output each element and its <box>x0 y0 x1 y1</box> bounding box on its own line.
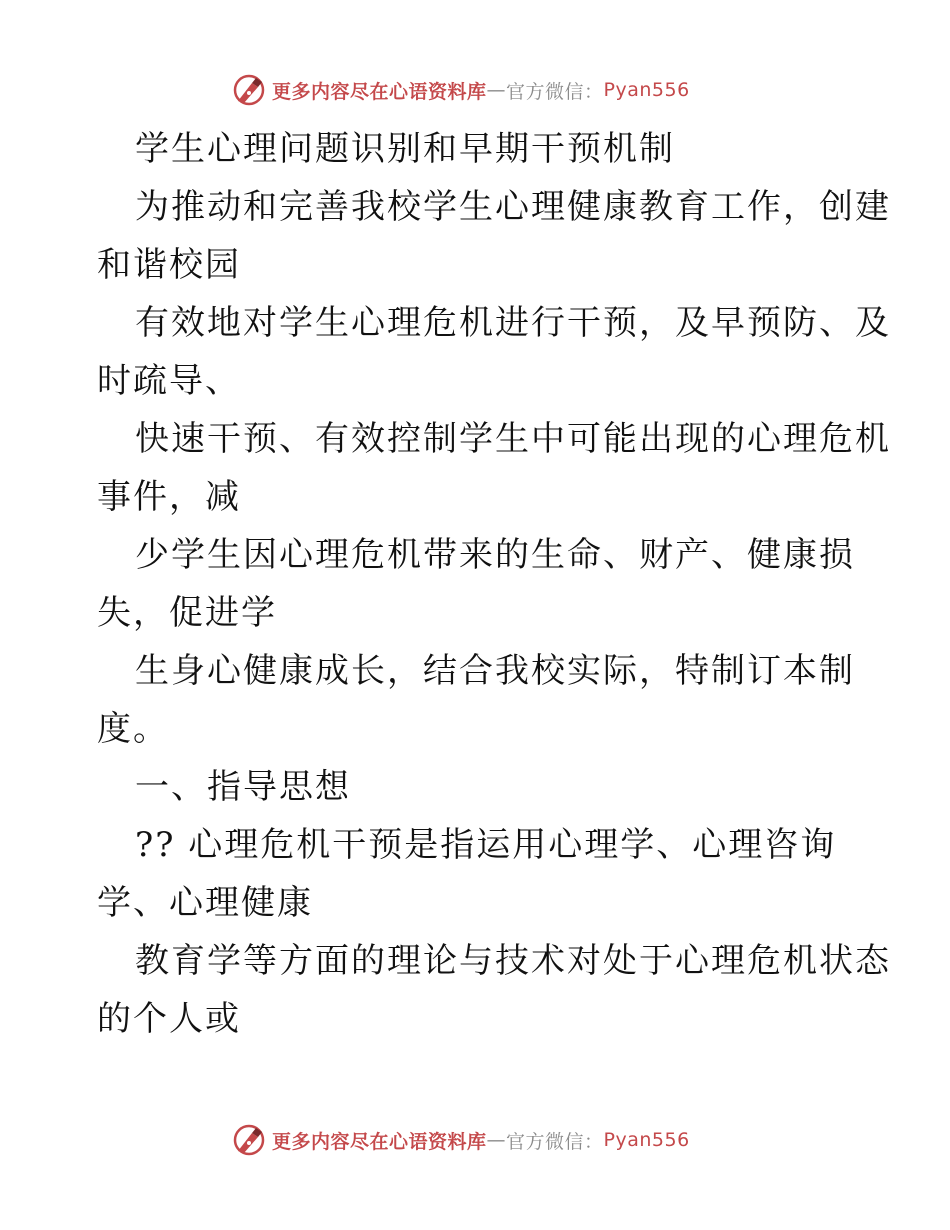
paragraph-line: 和谐校园 <box>97 245 241 285</box>
paragraph-line: ?? 心理危机干预是指运用心理学、心理咨询 <box>135 825 837 865</box>
watermark-wechat-id: Pyan556 <box>603 79 690 101</box>
paragraph-line: 教育学等方面的理论与技术对处于心理危机状态 <box>135 941 891 981</box>
watermark-wechat-label: 官方微信： <box>506 80 604 103</box>
document-title: 学生心理问题识别和早期干预机制 <box>135 129 675 169</box>
paragraph-line: 有效地对学生心理危机进行干预，及早预防、及 <box>135 303 891 343</box>
paragraph-line: 的个人或 <box>97 999 241 1039</box>
pen-nib-logo-icon <box>232 1123 266 1157</box>
watermark-brand: 更多内容尽在心语资料库 <box>272 1130 487 1153</box>
paragraph-line: 快速干预、有效控制学生中可能出现的心理危机 <box>135 419 891 459</box>
paragraph-line: 度。 <box>97 709 169 749</box>
watermark-wechat-id: Pyan556 <box>603 1129 690 1151</box>
paragraph-line: 时疏导、 <box>97 361 241 401</box>
watermark-separator: — <box>486 79 507 101</box>
section-heading: 一、指导思想 <box>135 767 351 807</box>
watermark-header <box>232 72 690 108</box>
paragraph-line: 生身心健康成长，结合我校实际，特制订本制 <box>135 651 855 691</box>
watermark-footer <box>232 1122 690 1158</box>
paragraph-line: 少学生因心理危机带来的生命、财产、健康损 <box>135 535 855 575</box>
paragraph-line: 学、心理健康 <box>97 883 313 923</box>
pen-nib-logo-icon <box>232 73 266 107</box>
document-body <box>97 120 891 1048</box>
watermark-separator: — <box>486 1129 507 1151</box>
paragraph-line: 失，促进学 <box>97 593 277 633</box>
watermark-brand: 更多内容尽在心语资料库 <box>272 80 487 103</box>
watermark-wechat-label: 官方微信： <box>506 1130 604 1153</box>
paragraph-line: 事件，减 <box>97 477 241 517</box>
paragraph-line: 为推动和完善我校学生心理健康教育工作，创建 <box>135 187 891 227</box>
